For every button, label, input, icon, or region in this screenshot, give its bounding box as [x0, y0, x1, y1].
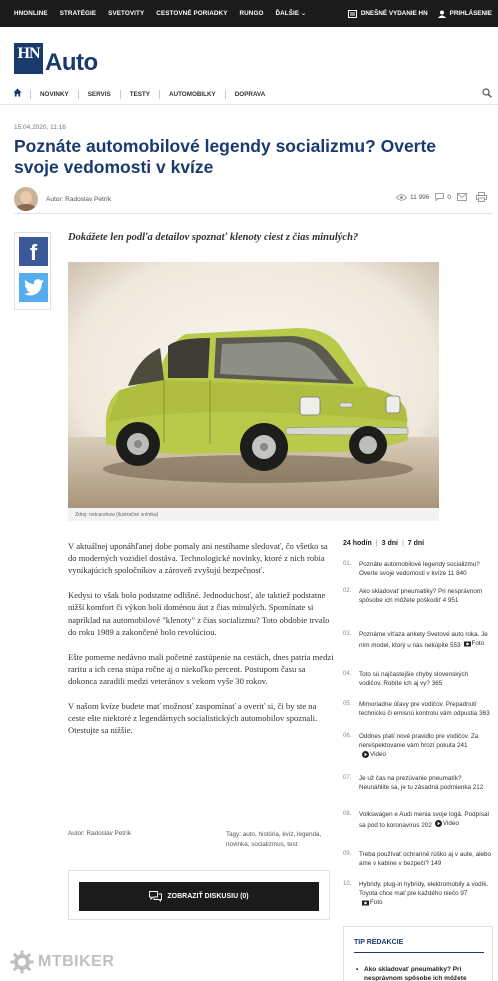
most-read-number: 10. [343, 881, 352, 887]
paragraph: Ešte pomerne nedávno mali početné zastúpenie na cestách, dnes patria medzi raritu a ich cena stúpa ročne aj o niekoľko percent. Postupom času sa dokonca zaradili medzi veteránov s vekom vyše 30 rokov. [68, 651, 334, 687]
comment-icon [435, 193, 444, 201]
media-label: Foto [471, 640, 485, 647]
share-box [14, 232, 51, 310]
paragraph: Kedysi to však bolo podstatne odlišné. Jednoduchosť, ale taktiež podstatne nižší komfort či výkon boli doménou áut z čias minulých. Spomínate si napríklad na automobilové "klenoty" z čias socializmu? Toto obdobie trvalo do roku 1989 a zakončené bolo revolúciou. [68, 590, 330, 637]
facebook-icon: f [29, 240, 38, 265]
comments-stat[interactable] [435, 193, 451, 201]
section-nav [0, 83, 498, 105]
top-nav-svetovity[interactable]: SVETOVITY [108, 10, 145, 17]
meta-author[interactable]: Autor: Radoslav Petrík [68, 830, 131, 837]
paragraph: V aktuálnej uponáhľanej dobe pomaly ani nestíhame sledovať, čo všetko sa do moderných vozidiel dostáva. Technologické novinky, ktoré z nich robia vynikajúcich spoločníkov a zároveň zvyšujú bezpečnosť. [68, 541, 328, 576]
tip-heading: TIP REDAKCIE [354, 939, 404, 946]
most-read-sidebar [343, 540, 493, 906]
comments-count: 0 [447, 193, 451, 201]
video-badge [359, 750, 386, 759]
play-icon [362, 751, 369, 758]
top-nav-cestovne-poriadky[interactable]: CESTOVNÉ PORIADKY [156, 10, 228, 17]
top-nav-strategie[interactable]: STRATÉGIE [59, 10, 97, 17]
logo-hn: HN [14, 43, 43, 74]
most-read-title: Treba používať ochranné rúško aj v aute, alebo ame v kabíne v bezpečí? [359, 851, 491, 867]
most-read-number: 02. [343, 588, 352, 594]
most-read-text-wrap [359, 630, 491, 650]
secnav-servis[interactable]: SERVIS [78, 90, 120, 99]
media-label: Video [442, 820, 459, 827]
car-illustration [68, 262, 439, 508]
comments-icon [149, 891, 162, 902]
top-nav-dalsie[interactable] [275, 10, 306, 17]
top-bar [0, 0, 498, 27]
most-read-count: 4 951 [442, 597, 459, 604]
most-read-number: 03. [343, 631, 352, 637]
show-discussion-label: ZOBRAZIŤ DISKUSIU (0) [167, 893, 249, 900]
most-read-count: 97 [460, 890, 468, 897]
secnav-testy[interactable]: TESTY [120, 90, 159, 99]
most-read-tabs: 24 hodín | 3 dni | 7 dní [343, 540, 425, 547]
most-read-number: 06. [343, 733, 352, 739]
most-read-text-wrap [359, 560, 491, 578]
most-read-text-wrap [359, 700, 491, 718]
watermark-text: MTBIKER [38, 953, 115, 970]
most-read-text-wrap [359, 774, 491, 792]
author-name[interactable]: Autor: Radoslav Petrík [46, 196, 112, 203]
print-icon [476, 192, 487, 202]
most-read-title: Poznáte automobilové legendy socializmu? Overte svoje vedomosti v kvíze [359, 561, 480, 577]
login-label: PRIHLÁSENIE [449, 10, 492, 17]
tab-7-dni[interactable]: 7 dní [407, 540, 425, 547]
tab-3-dni[interactable]: 3 dni [381, 540, 398, 547]
eye-icon [396, 194, 407, 201]
most-read-number: 04. [343, 671, 352, 677]
article-title: Poznáte automobilové legendy socializmu? Overte svoje vedomosti v kvíze [14, 136, 437, 177]
most-read-number: 07. [343, 775, 352, 781]
home-icon[interactable] [13, 88, 22, 97]
edition-link[interactable] [348, 10, 428, 18]
most-read-number: 08. [343, 811, 352, 817]
user-icon [438, 10, 446, 18]
most-read-count: 363 [479, 710, 490, 717]
most-read-title: Toto sú najčastejšie chyby slovenských vodičov. Robíte ich aj vy? [359, 671, 469, 687]
most-read-number: 09. [343, 851, 352, 857]
twitter-share-button[interactable] [19, 273, 48, 302]
paragraph: V našom kvíze budete mať možnosť zaspomínať a overiť si, či by ste na ceste ešte niektoré z legendárnych socialistických automobilov spoznali. Otestujte sa nižšie. [68, 700, 318, 736]
photo-badge [359, 898, 383, 907]
meta-tags[interactable]: Tagy: auto, história, kvíz, legenda, novinka, socializmus, test [226, 831, 322, 848]
most-read-text-wrap [359, 670, 491, 688]
views-count: 11 996 [409, 193, 430, 201]
article-lead: Dokážete len podľa detailov spoznať klenoty ciest z čias minulých? [68, 232, 359, 243]
most-read-text-wrap [359, 880, 491, 909]
site-logo[interactable] [14, 42, 98, 74]
article-body [68, 540, 334, 749]
top-nav-hnonline[interactable]: HNONLINE [14, 10, 48, 17]
tip-item[interactable]: • Ako skladovať pneumatiky? Pri nesprávnom spôsobe ich môžete [356, 965, 488, 981]
most-read-count: 11 840 [447, 570, 467, 577]
media-label: Video [370, 751, 386, 758]
search-icon[interactable] [482, 88, 492, 98]
top-nav-dalsie-label: ĎALŠIE [275, 10, 300, 17]
print-button[interactable] [476, 192, 490, 202]
video-badge [432, 819, 459, 828]
most-read-title: Volkswagen e Audi menia svoje logá. Podpísal sa pod to koronavírus [359, 811, 489, 829]
tip-redakcie [343, 926, 493, 981]
logo-section: Auto [45, 49, 98, 76]
camera-icon [464, 640, 471, 647]
most-read-text-wrap [359, 850, 491, 868]
newspaper-icon [348, 10, 357, 18]
article-date: 15.04.2020, 11:16 [14, 124, 66, 131]
top-nav-rungo[interactable]: RUNGO [239, 10, 264, 17]
most-read-count: 202 [421, 822, 432, 829]
most-read-title: Mimoriadne úľavy pre vodičov. Prepadnutí technickú či emisnú kontrolu vám odpustia [359, 701, 478, 717]
watermark [10, 950, 114, 974]
media-label: Foto [370, 899, 383, 906]
most-read-number: 01. [343, 561, 352, 567]
twitter-icon [24, 279, 44, 296]
chevron-down-icon: ⌄ [301, 10, 307, 17]
views-stat [396, 194, 429, 201]
most-read-title: Oddnes platí nové pravidlo pre vodičov. Za nerešpektovanie vám hrozí pokuta [359, 733, 479, 749]
edition-label: DNEŠNÉ VYDANIE HN [360, 10, 428, 17]
secnav-novinky[interactable]: NOVINKY [30, 90, 78, 99]
most-read-title: Ako skladovať pneumatiky? Pri nesprávnom spôsobe ich môžete poškodiť [359, 588, 483, 604]
most-read-text-wrap [359, 587, 491, 605]
most-read-count: 553 [450, 642, 461, 649]
login-link[interactable] [438, 10, 492, 18]
article-photo[interactable] [68, 262, 439, 508]
photo-badge [461, 639, 485, 648]
avatar[interactable] [14, 187, 38, 211]
most-read-count: 212 [472, 784, 484, 791]
most-read-count: 365 [431, 680, 443, 687]
most-read-title: Hybridy, plug-in hybridy, elektromobily a vodík. Toyota chce mať pre každého niečo [359, 881, 489, 897]
most-read-text-wrap [359, 732, 491, 761]
tab-24-hodin[interactable]: 24 hodín [343, 540, 372, 547]
show-discussion-button[interactable] [79, 882, 319, 911]
most-read-title: Poznáme víťaza ankety Svetové auto roka. Je ním model, ktorý u nás nekúpite [359, 631, 488, 649]
most-read-number: 05. [343, 701, 352, 707]
most-read-title: Je už čas na prezúvanie pneumatík? Neunáhlite sa, je tu zásadná podmienka [359, 775, 472, 791]
most-read-count: 241 [457, 742, 468, 749]
secnav-doprava[interactable]: DOPRAVA [225, 90, 275, 99]
camera-icon [362, 899, 369, 906]
most-read-count: 149 [430, 860, 442, 867]
mail-icon [457, 193, 467, 201]
play-icon [435, 820, 442, 827]
facebook-share-button[interactable] [19, 237, 48, 266]
most-read-text-wrap [359, 810, 491, 830]
discussion-box [68, 870, 330, 920]
mail-button[interactable] [457, 193, 470, 201]
secnav-automobilky[interactable]: AUTOMOBILKY [159, 90, 225, 99]
top-nav [14, 0, 318, 27]
photo-caption: Zdroj: netcarshow (ilustračné snímka) [68, 508, 439, 521]
author-row [14, 186, 492, 214]
gear-icon [10, 950, 34, 974]
